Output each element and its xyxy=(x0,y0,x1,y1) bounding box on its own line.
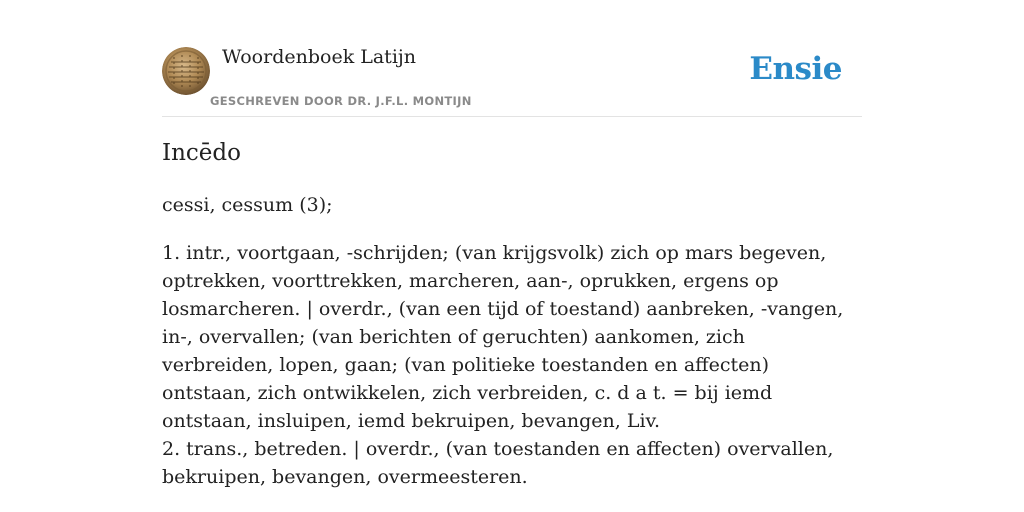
entry-definition xyxy=(162,239,862,491)
coin-seal-icon[interactable] xyxy=(162,47,210,95)
definition-item: 2. trans., betreden. | overdr., (van toestanden en affecten) overvallen, bekruipen, bevangen, overmeesteren. xyxy=(162,438,834,488)
entry-forms: cessi, cessum (3); xyxy=(162,194,333,216)
site-header xyxy=(162,44,862,117)
definition-item: 1. intr., voortgaan, -schrijden; (van krijgsvolk) zich op mars begeven, optrekken, voorttrekken, marcheren, aan-, oprukken, ergens op losmarcheren. | overdr., (van een tijd of toestand) aanbreken, -vangen, in-, overvallen; (van berichten of geruchten) aankomen, zich verbreiden, lopen, gaan; (van politieke toestanden en affecten) ontstaan, zich ontwikkelen, zich verbreiden, c. d a t. = bij iemd ontstaan, insluipen, iemd bekruipen, bevangen, Liv. xyxy=(162,242,844,432)
author-byline[interactable]: GESCHREVEN DOOR DR. J.F.L. MONTIJN xyxy=(210,94,472,108)
entry-title: Incēdo xyxy=(162,140,241,166)
site-title[interactable]: Woordenboek Latijn xyxy=(222,46,417,68)
brand-logo[interactable]: Ensie xyxy=(749,51,842,87)
